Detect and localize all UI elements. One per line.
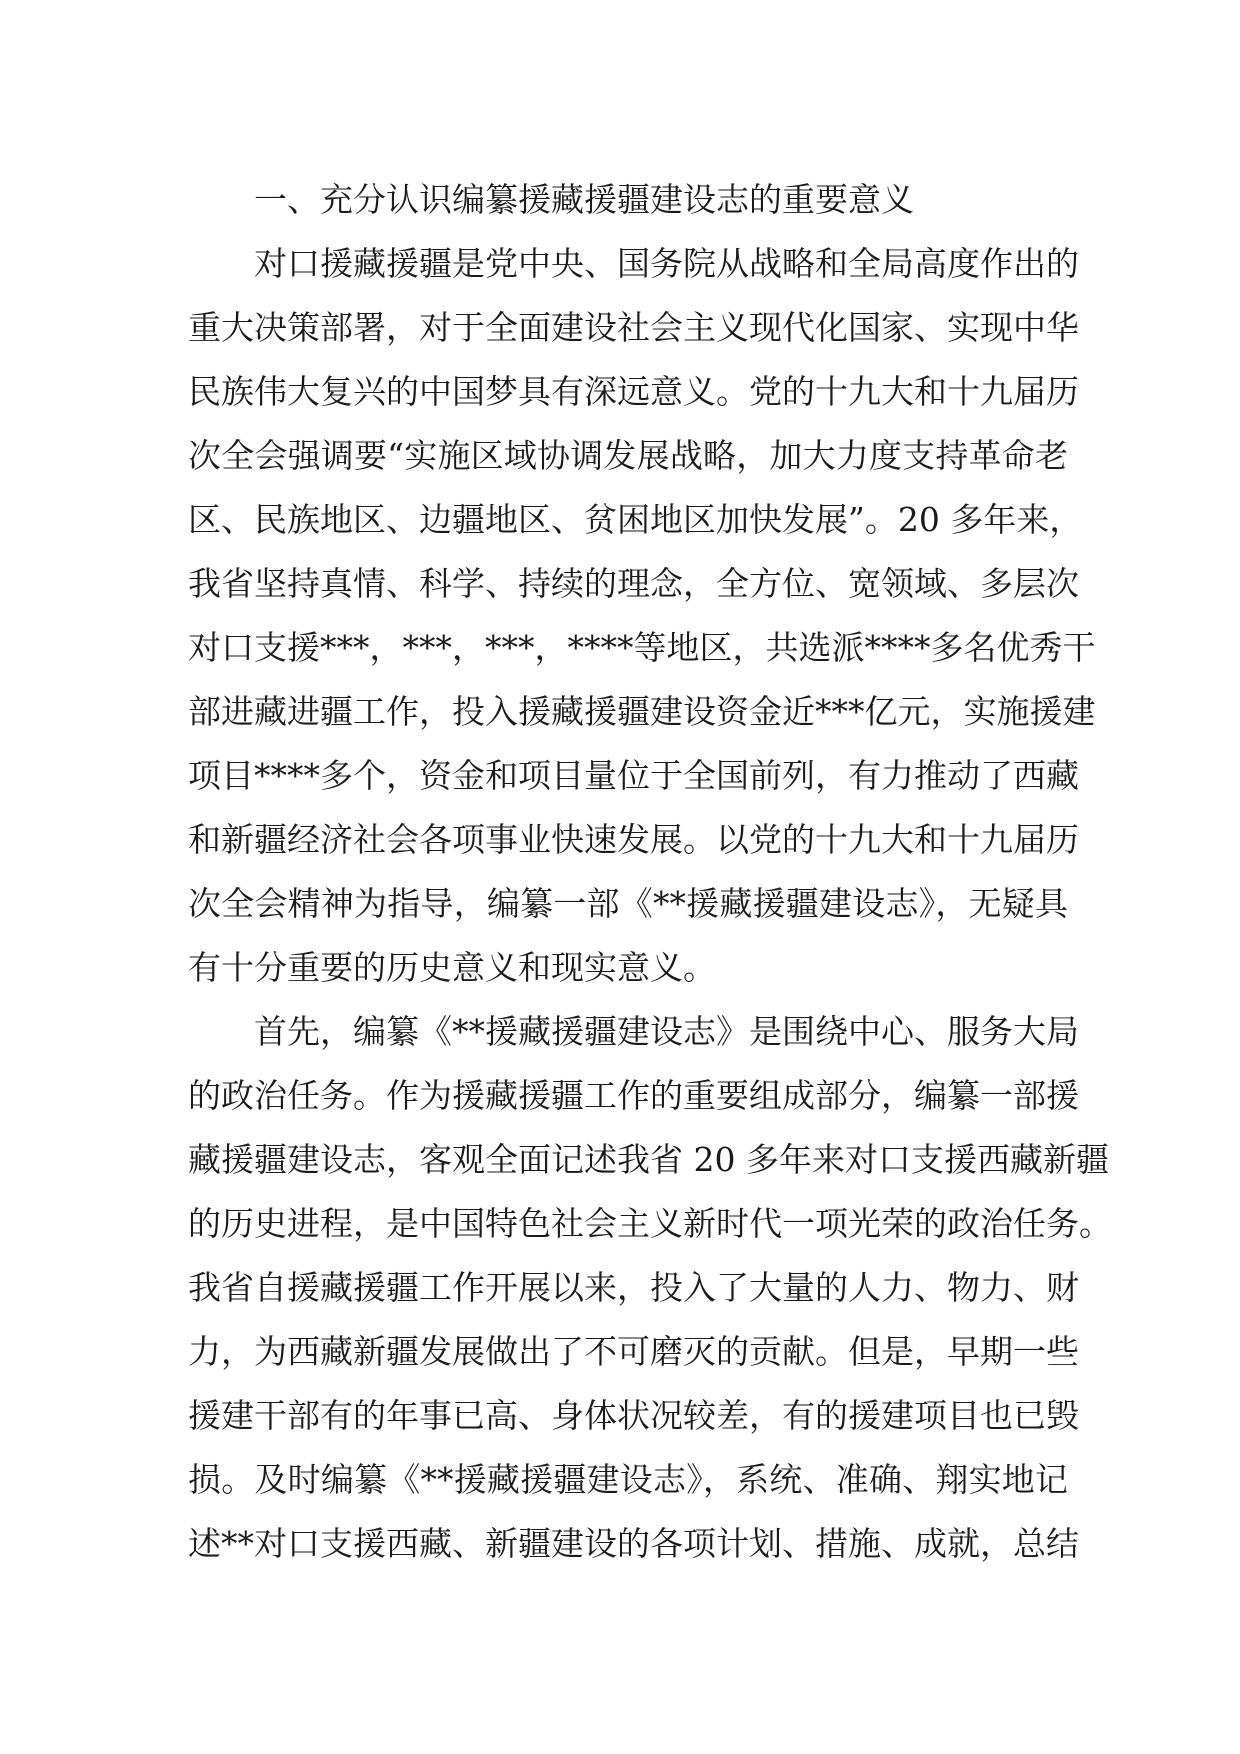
paragraph-line-text: 民族伟大复兴的中国梦具有深远意义。党的十九大和十九届历 [188, 372, 1079, 411]
paragraph-line [188, 1384, 1079, 1448]
paragraph-line-text: 我省自援藏援疆工作开展以来，投入了大量的人力、物力、财 [188, 1268, 1079, 1307]
paragraph-line-text: 区、民族地区、边疆地区、贫困地区加快发展”。20 多年来， [188, 500, 1083, 539]
paragraph-line-text: 和新疆经济社会各项事业快速发展。以党的十九大和十九届历 [188, 820, 1079, 859]
paragraph-line [188, 1320, 1079, 1384]
paragraph-line [188, 808, 1079, 872]
paragraph-line-text: 援建干部有的年事已高、身体状况较差，有的援建项目也已毁 [188, 1396, 1079, 1435]
paragraph-line-text: 项目****多个，资金和项目量位于全国前列，有力推动了西藏 [188, 756, 1079, 795]
paragraph-line [188, 488, 1083, 552]
paragraph-line [188, 552, 1079, 616]
paragraph-line [188, 1256, 1079, 1320]
paragraph-line [188, 936, 1068, 1000]
paragraph-line-text: 藏援疆建设志，客观全面记述我省 20 多年来对口支援西藏新疆 [188, 1140, 1109, 1179]
paragraph-line-text: 我省坚持真情、科学、持续的理念，全方位、宽领域、多层次 [188, 564, 1079, 603]
paragraph-line [188, 616, 1096, 680]
paragraph-line [188, 232, 1079, 296]
paragraph-line [188, 296, 1079, 360]
paragraph-line [188, 424, 1068, 488]
paragraph-line [188, 680, 1096, 744]
section-heading [188, 168, 1068, 232]
paragraph-line-text: 述**对口支援西藏、新疆建设的各项计划、措施、成就，总结 [188, 1524, 1079, 1563]
paragraph-line [188, 872, 1068, 936]
paragraph-line-text: 对口支援***，***，***，****等地区，共选派****多名优秀干 [188, 628, 1096, 667]
paragraph-line [188, 1448, 1068, 1512]
paragraph-line [188, 1000, 1079, 1064]
paragraph-line-text: 重大决策部署，对于全面建设社会主义现代化国家、实现中华 [188, 308, 1079, 347]
paragraph-line-text: 损。及时编纂《**援藏援疆建设志》，系统、准确、翔实地记 [188, 1460, 1068, 1499]
paragraph-line-text: 首先，编纂《**援藏援疆建设志》是围绕中心、服务大局 [254, 1012, 1079, 1051]
paragraph-line [188, 1192, 1112, 1256]
paragraph-line-text: 对口援藏援疆是党中央、国务院从战略和全局高度作出的 [254, 244, 1079, 283]
document-body [188, 168, 1112, 1576]
paragraph-line [188, 1064, 1079, 1128]
paragraph-line-text: 的历史进程，是中国特色社会主义新时代一项光荣的政治任务。 [188, 1204, 1112, 1243]
paragraph-line-text: 力，为西藏新疆发展做出了不可磨灭的贡献。但是，早期一些 [188, 1332, 1079, 1371]
paragraph-line [188, 744, 1079, 808]
paragraph-line-text: 次全会强调要“实施区域协调发展战略，加大力度支持革命老 [188, 436, 1068, 475]
paragraph-line-text: 部进藏进疆工作，投入援藏援疆建设资金近***亿元，实施援建 [188, 692, 1096, 731]
paragraph-line-text: 有十分重要的历史意义和现实意义。 [188, 948, 716, 987]
paragraph-line-text: 的政治任务。作为援藏援疆工作的重要组成部分，编纂一部援 [188, 1076, 1079, 1115]
section-heading-text: 一、充分认识编纂援藏援疆建设志的重要意义 [254, 180, 914, 219]
paragraph-line [188, 360, 1079, 424]
paragraph-line [188, 1128, 1109, 1192]
paragraph-line-text: 次全会精神为指导，编纂一部《**援藏援疆建设志》，无疑具 [188, 884, 1068, 923]
paragraph-line [188, 1512, 1079, 1576]
